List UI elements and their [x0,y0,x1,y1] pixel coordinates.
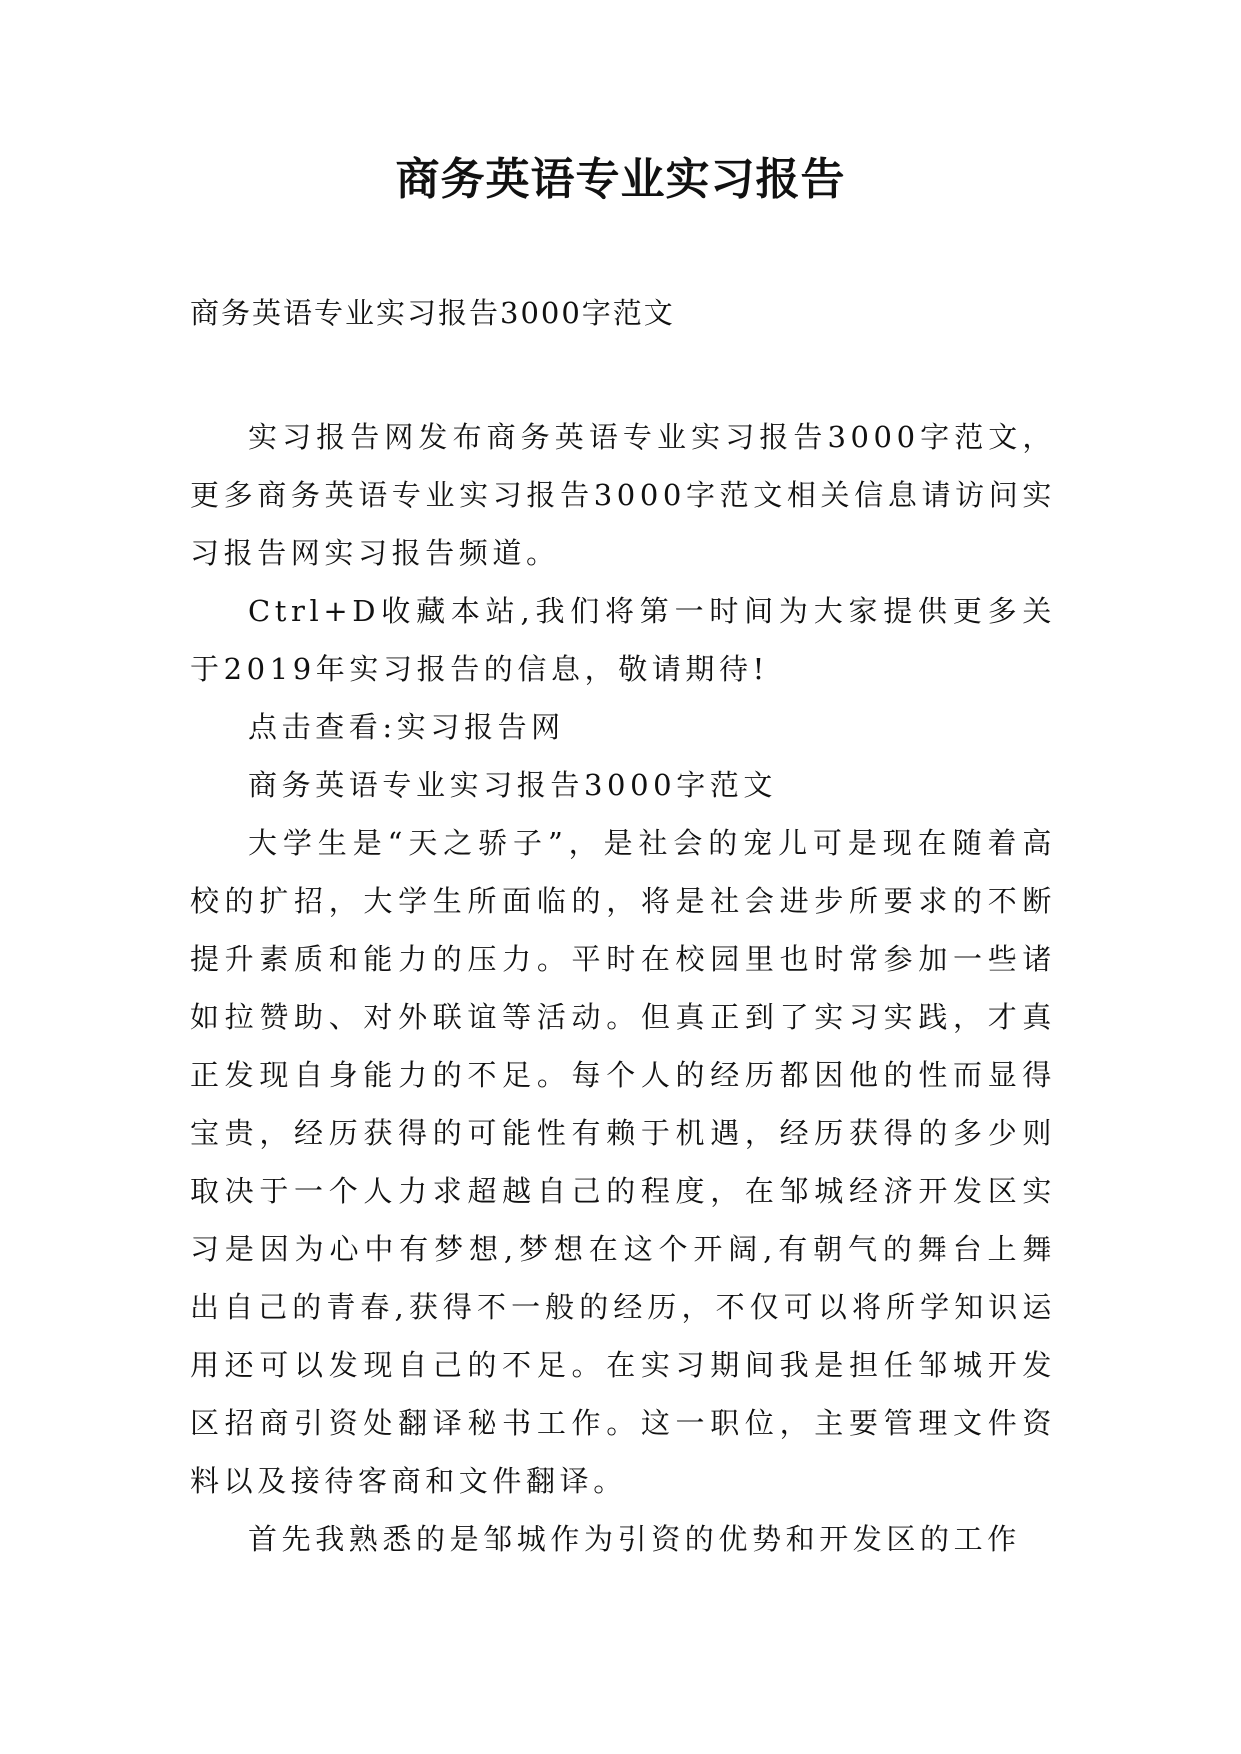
paragraph-continuation: 首先我熟悉的是邹城作为引资的优势和开发区的工作 [248,1522,1021,1556]
paragraph-main-body: 大学生是“天之骄子”，是社会的宠儿可是现在随着高校的扩招，大学生所面临的，将是社会进步所要求的不断提升素质和能力的压力。平时在校园里也时常参加一些诸如拉赞助、对外联谊等活动。但真正到了实习实践，才真正发现自身能力的不足。每个人的经历都因他的性而显得宝贵，经历获得的可能性有赖于机遇，经历获得的多少则取决于一个人力求超越自己的程度，在邹城经济开发区实习是因为心中有梦想,梦想在这个开阔,有朝气的舞台上舞出自己的青春,获得不一般的经历，不仅可以将所学知识运用还可以发现自己的不足。在实习期间我是担任邹城开发区招商引资处翻译秘书工作。这一职位，主要管理文件资料以及接待客商和文件翻译。 [190,826,1056,1498]
paragraph-bookmark-notice: Ctrl+D收藏本站,我们将第一时间为大家提供更多关于2019年实习报告的信息，敬请期待! [190,594,1056,686]
document-subtitle: 商务英语专业实习报告3000字范文 [190,296,675,330]
paragraph-section-heading: 商务英语专业实习报告3000字范文 [248,768,778,802]
document-body [190,408,1056,1568]
document-title: 商务英语专业实习报告 [395,154,846,205]
paragraph-view-link: 点击查看:实习报告网 [248,710,565,744]
paragraph-intro: 实习报告网发布商务英语专业实习报告3000字范文，更多商务英语专业实习报告3000字范文相关信息请访问实习报告网实习报告频道。 [190,420,1056,570]
